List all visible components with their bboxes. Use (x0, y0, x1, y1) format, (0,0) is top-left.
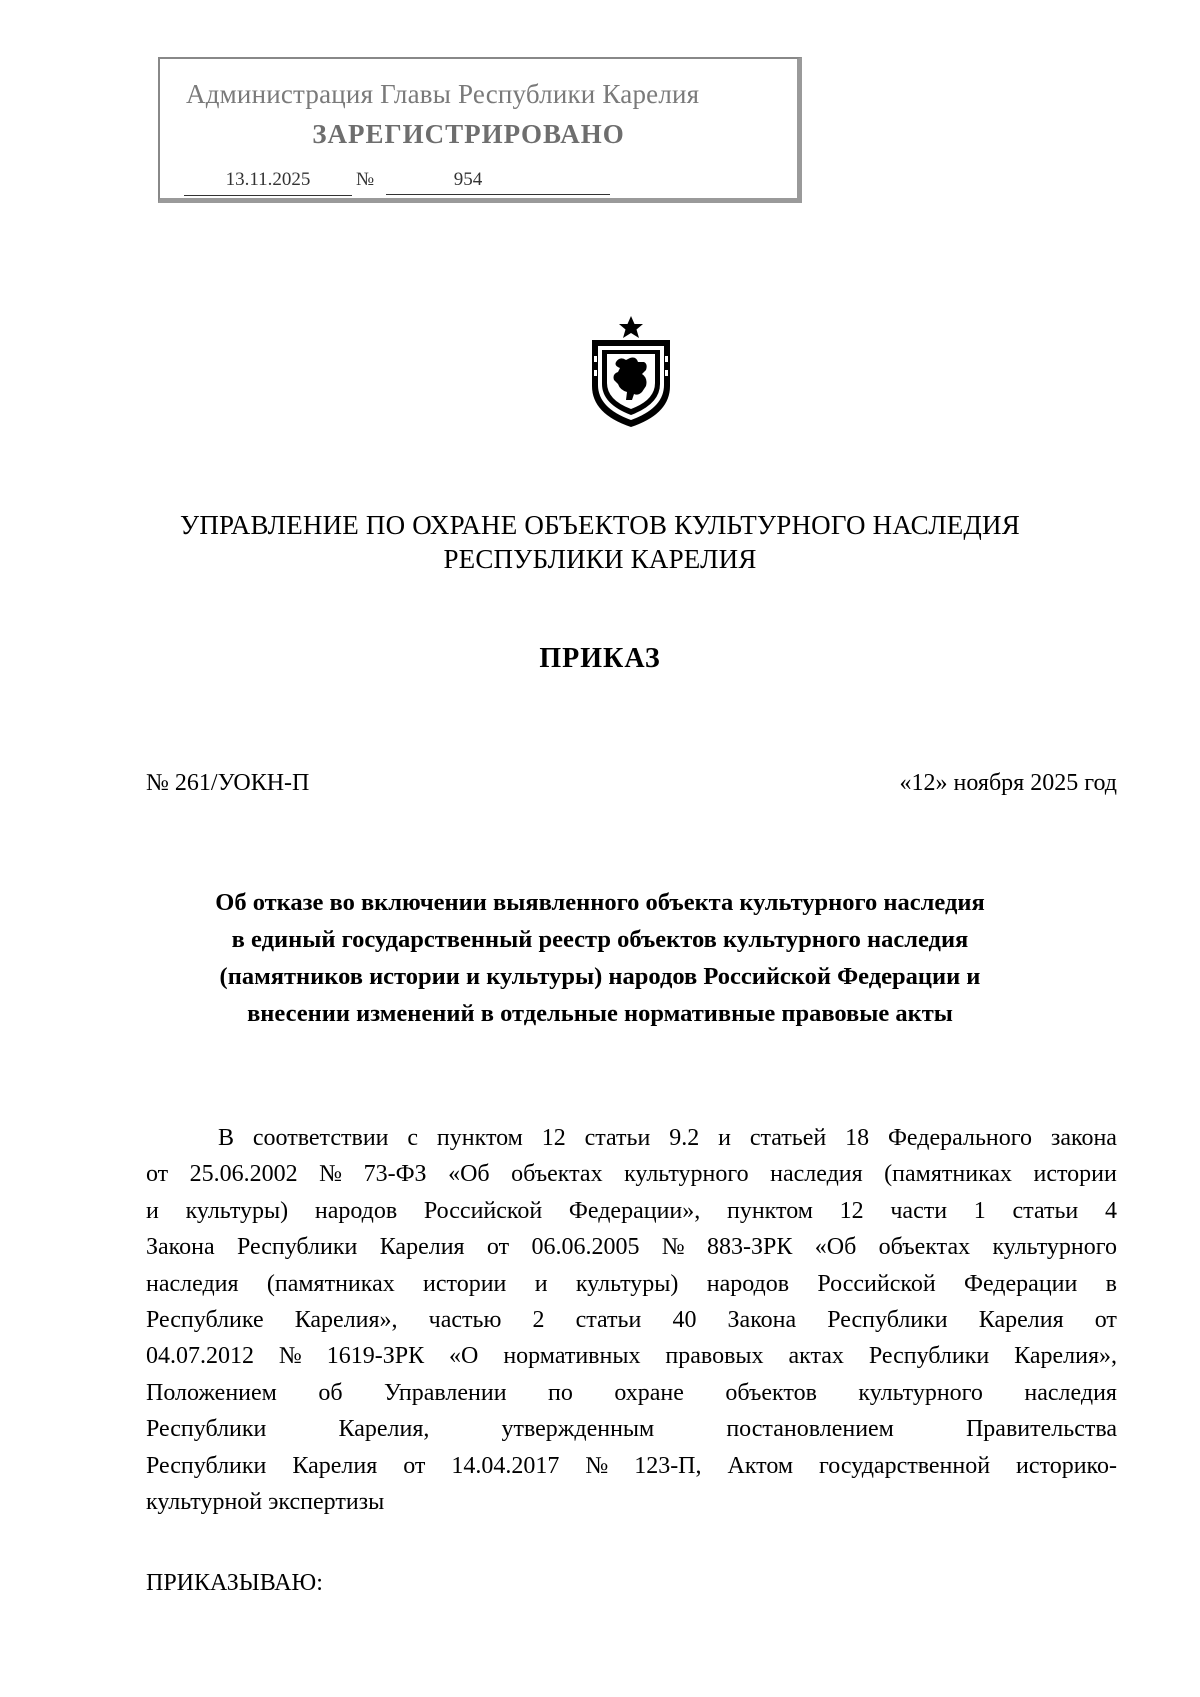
order-date: «12» ноября 2025 год (899, 770, 1117, 796)
preamble-word: и (534, 1270, 548, 1297)
preamble-word: (памятниках (884, 1161, 1013, 1188)
preamble-word: по (548, 1379, 573, 1406)
stamp-status: ЗАРЕГИСТРИРОВАНО (312, 119, 625, 149)
preamble-word: в (1105, 1270, 1117, 1297)
preamble-word: культуры) (185, 1197, 289, 1224)
preamble-word: утвержденным (501, 1416, 655, 1443)
preamble-word: наследия (1024, 1379, 1117, 1406)
preamble-word: культурного (624, 1161, 749, 1188)
authority-line-2: РЕСПУБЛИКИ КАРЕЛИЯ (443, 544, 757, 574)
preamble-word: от (146, 1161, 169, 1188)
preamble-word: наследия (146, 1270, 239, 1297)
preamble-word: 2 (532, 1306, 545, 1333)
preamble-word: 04.07.2012 (146, 1343, 254, 1370)
preamble-word: нормативных (503, 1343, 641, 1370)
karelia-coat-of-arms-icon (586, 316, 676, 428)
preamble-word: истории (1033, 1161, 1117, 1188)
preamble-word: статьи (584, 1125, 651, 1151)
preamble-word: 9.2 (669, 1125, 700, 1151)
preamble-word: Закона (146, 1234, 215, 1261)
preamble-word: 12 (839, 1197, 864, 1224)
preamble-word: правовых (665, 1343, 764, 1370)
preamble-line (146, 1156, 1117, 1192)
preamble-word: актах (788, 1343, 844, 1370)
preamble-word: пунктом (436, 1125, 523, 1151)
preamble-line (146, 1302, 1117, 1338)
preamble-word: статьи (1012, 1197, 1079, 1224)
preamble-word: 12 (541, 1125, 566, 1151)
stamp-number-label: № (356, 169, 375, 190)
preamble-line (146, 1411, 1117, 1447)
preamble-line (146, 1448, 1117, 1484)
preamble-word: № (585, 1452, 609, 1479)
preamble-word: от (1094, 1306, 1117, 1333)
preamble-word: Карелия (978, 1306, 1064, 1333)
preamble-word: 14.04.2017 (451, 1452, 560, 1479)
preamble-line (146, 1193, 1117, 1229)
preamble-line (146, 1266, 1117, 1302)
stamp-date: 13.11.2025 (184, 169, 352, 196)
preamble-word: объектах (878, 1234, 971, 1261)
preamble-word: частью (428, 1306, 502, 1333)
preamble-word: части (890, 1197, 948, 1224)
preamble-word: 73-ФЗ (363, 1161, 427, 1188)
preamble-word: Карелия», (294, 1306, 398, 1333)
title-line: в единый государственный реестр объектов культурного наследия (231, 926, 969, 953)
preamble-word: Федерации», (568, 1197, 701, 1224)
preamble-word: Карелия», (1014, 1343, 1117, 1370)
preamble-word: Республики (236, 1234, 358, 1261)
preamble-word: «О (449, 1343, 479, 1370)
preamble-word: народов (314, 1197, 398, 1224)
preamble-line (146, 1229, 1117, 1265)
title-line: (памятников истории и культуры) народов Российской Федерации и (219, 963, 981, 990)
document-type: ПРИКАЗ (539, 643, 661, 674)
preamble-word: статьи (575, 1306, 642, 1333)
preamble-word: об (318, 1379, 343, 1406)
preamble-word: Республики (146, 1416, 267, 1443)
preamble-word: Республики (827, 1306, 948, 1333)
preamble-word: Карелия (379, 1234, 465, 1261)
preamble-paragraph (146, 1120, 1117, 1520)
preamble-word: Закона (727, 1306, 797, 1333)
preamble-word: Республике (146, 1306, 264, 1333)
preamble-text: культурной экспертизы (146, 1488, 385, 1515)
preamble-word: 18 (845, 1125, 870, 1151)
stamp-number: 954 (386, 169, 610, 195)
preamble-word: Российской (817, 1270, 936, 1297)
decree-verb: ПРИКАЗЫВАЮ: (146, 1570, 323, 1596)
preamble-word: культурного (992, 1234, 1117, 1261)
preamble-word: объектах (511, 1161, 603, 1188)
preamble-word: 883-ЗРК (707, 1234, 793, 1261)
preamble-word: № (661, 1234, 685, 1261)
preamble-word: Правительства (965, 1416, 1117, 1443)
preamble-word: Российской (423, 1197, 543, 1224)
order-number: № 261/УОКН-П (146, 770, 310, 796)
preamble-word: статьей (749, 1125, 827, 1151)
preamble-word: Карелия, (338, 1416, 430, 1443)
preamble-word: и (146, 1197, 159, 1224)
preamble-word: № (319, 1161, 343, 1188)
preamble-word: (памятниках (266, 1270, 395, 1297)
preamble-word: 4 (1104, 1197, 1117, 1224)
preamble-word: 40 (672, 1306, 697, 1333)
preamble-word: 1619-ЗРК (326, 1343, 425, 1370)
preamble-word: соответствии (252, 1125, 389, 1151)
preamble-word: закона (1050, 1125, 1117, 1151)
preamble-word: В (218, 1125, 235, 1151)
preamble-word: Федерального (887, 1125, 1033, 1151)
title-line: Об отказе во включении выявленного объекта культурного наследия (215, 889, 985, 916)
registration-stamp (158, 57, 802, 203)
preamble-word: Актом (727, 1452, 794, 1479)
preamble-word: 25.06.2002 (189, 1161, 298, 1188)
preamble-line (146, 1120, 1117, 1156)
issuing-authority (0, 508, 1200, 576)
preamble-word: Федерации (964, 1270, 1078, 1297)
preamble-word: от (403, 1452, 426, 1479)
stamp-organization: Администрация Главы Республики Карелия (186, 79, 700, 109)
preamble-word: Республики (868, 1343, 990, 1370)
preamble-word: с (407, 1125, 419, 1151)
preamble-word: Положением (146, 1379, 277, 1406)
preamble-word: наследия (770, 1161, 863, 1188)
preamble-word: охране (614, 1379, 684, 1406)
preamble-word: постановлением (726, 1416, 894, 1443)
preamble-word: от (486, 1234, 510, 1261)
preamble-word: культурного (858, 1379, 983, 1406)
preamble-word: народов (706, 1270, 790, 1297)
preamble-line (146, 1375, 1117, 1411)
preamble-word: Республики (146, 1452, 267, 1479)
preamble-line (146, 1338, 1117, 1374)
preamble-line (146, 1484, 1117, 1520)
preamble-word: № (278, 1343, 302, 1370)
preamble-word: «Об (448, 1161, 490, 1188)
preamble-word: Карелия (292, 1452, 378, 1479)
order-title (150, 884, 1050, 1032)
preamble-word: культуры) (575, 1270, 679, 1297)
preamble-word: государственной (819, 1452, 991, 1479)
authority-line-1: УПРАВЛЕНИЕ ПО ОХРАНЕ ОБЪЕКТОВ КУЛЬТУРНОГО НАСЛЕДИЯ (180, 510, 1020, 540)
preamble-word: историко- (1016, 1452, 1117, 1479)
title-line: внесении изменений в отдельные нормативные правовые акты (247, 1000, 953, 1027)
preamble-word: 06.06.2005 (531, 1234, 640, 1261)
preamble-word: истории (423, 1270, 507, 1297)
preamble-word: пунктом (726, 1197, 813, 1224)
preamble-word: «Об (814, 1234, 857, 1261)
preamble-word: Управлении (384, 1379, 507, 1406)
preamble-word: и (718, 1125, 731, 1151)
preamble-word: объектов (725, 1379, 817, 1406)
preamble-word: 123-П, (634, 1452, 702, 1479)
preamble-word: 1 (973, 1197, 986, 1224)
